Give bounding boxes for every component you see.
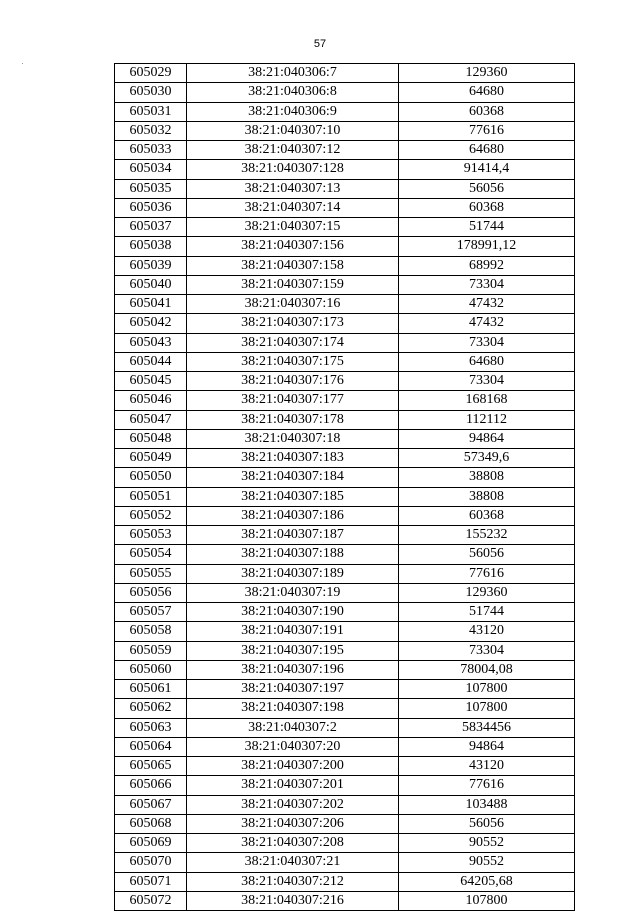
margin-mark <box>22 63 23 64</box>
value-cell: 78004,08 <box>399 660 575 679</box>
table-row <box>115 737 575 756</box>
cadastral-number-cell: 38:21:040307:212 <box>187 872 399 891</box>
table-row <box>115 218 575 237</box>
table-row <box>115 545 575 564</box>
value-cell: 90552 <box>399 853 575 872</box>
row-number-cell: 605029 <box>115 64 187 83</box>
table-row <box>115 564 575 583</box>
table-row <box>115 834 575 853</box>
table-row <box>115 526 575 545</box>
table-row <box>115 603 575 622</box>
row-number-cell: 605058 <box>115 622 187 641</box>
table-row <box>115 622 575 641</box>
cadastral-number-cell: 38:21:040307:196 <box>187 660 399 679</box>
cadastral-number-cell: 38:21:040306:7 <box>187 64 399 83</box>
cadastral-number-cell: 38:21:040307:189 <box>187 564 399 583</box>
table-row <box>115 487 575 506</box>
value-cell: 56056 <box>399 814 575 833</box>
row-number-cell: 605055 <box>115 564 187 583</box>
row-number-cell: 605064 <box>115 737 187 756</box>
table-row <box>115 506 575 525</box>
table-row <box>115 468 575 487</box>
cadastral-number-cell: 38:21:040307:158 <box>187 256 399 275</box>
row-number-cell: 605051 <box>115 487 187 506</box>
value-cell: 94864 <box>399 737 575 756</box>
value-cell: 77616 <box>399 564 575 583</box>
table-row <box>115 102 575 121</box>
value-cell: 56056 <box>399 545 575 564</box>
table-row <box>115 333 575 352</box>
row-number-cell: 605052 <box>115 506 187 525</box>
row-number-cell: 605061 <box>115 680 187 699</box>
row-number-cell: 605036 <box>115 198 187 217</box>
table-row <box>115 814 575 833</box>
value-cell: 107800 <box>399 699 575 718</box>
value-cell: 47432 <box>399 295 575 314</box>
value-cell: 38808 <box>399 487 575 506</box>
table-row <box>115 699 575 718</box>
row-number-cell: 605049 <box>115 449 187 468</box>
value-cell: 155232 <box>399 526 575 545</box>
cadastral-number-cell: 38:21:040307:188 <box>187 545 399 564</box>
row-number-cell: 605068 <box>115 814 187 833</box>
row-number-cell: 605030 <box>115 83 187 102</box>
value-cell: 60368 <box>399 102 575 121</box>
cadastral-number-cell: 38:21:040307:183 <box>187 449 399 468</box>
cadastral-number-cell: 38:21:040307:176 <box>187 372 399 391</box>
cadastral-number-cell: 38:21:040307:177 <box>187 391 399 410</box>
table-row <box>115 583 575 602</box>
cadastral-number-cell: 38:21:040307:128 <box>187 160 399 179</box>
value-cell: 43120 <box>399 622 575 641</box>
value-cell: 77616 <box>399 121 575 140</box>
row-number-cell: 605062 <box>115 699 187 718</box>
row-number-cell: 605045 <box>115 372 187 391</box>
cadastral-number-cell: 38:21:040306:9 <box>187 102 399 121</box>
table-row <box>115 872 575 891</box>
value-cell: 107800 <box>399 891 575 910</box>
value-cell: 64680 <box>399 83 575 102</box>
row-number-cell: 605046 <box>115 391 187 410</box>
value-cell: 103488 <box>399 795 575 814</box>
row-number-cell: 605060 <box>115 660 187 679</box>
row-number-cell: 605031 <box>115 102 187 121</box>
row-number-cell: 605057 <box>115 603 187 622</box>
cadastral-number-cell: 38:21:040307:216 <box>187 891 399 910</box>
cadastral-number-cell: 38:21:040307:18 <box>187 429 399 448</box>
value-cell: 51744 <box>399 603 575 622</box>
table-row <box>115 680 575 699</box>
row-number-cell: 605032 <box>115 121 187 140</box>
cadastral-number-cell: 38:21:040307:173 <box>187 314 399 333</box>
cadastral-number-cell: 38:21:040307:21 <box>187 853 399 872</box>
value-cell: 73304 <box>399 372 575 391</box>
value-cell: 107800 <box>399 680 575 699</box>
value-cell: 91414,4 <box>399 160 575 179</box>
row-number-cell: 605054 <box>115 545 187 564</box>
cadastral-number-cell: 38:21:040307:202 <box>187 795 399 814</box>
row-number-cell: 605071 <box>115 872 187 891</box>
value-cell: 51744 <box>399 218 575 237</box>
cadastral-value-table <box>114 63 575 911</box>
cadastral-number-cell: 38:21:040307:208 <box>187 834 399 853</box>
row-number-cell: 605070 <box>115 853 187 872</box>
table-row <box>115 795 575 814</box>
value-cell: 73304 <box>399 641 575 660</box>
cadastral-number-cell: 38:21:040307:198 <box>187 699 399 718</box>
value-cell: 38808 <box>399 468 575 487</box>
cadastral-number-cell: 38:21:040307:206 <box>187 814 399 833</box>
cadastral-number-cell: 38:21:040307:14 <box>187 198 399 217</box>
table-row <box>115 256 575 275</box>
value-cell: 129360 <box>399 583 575 602</box>
value-cell: 56056 <box>399 179 575 198</box>
value-cell: 64680 <box>399 352 575 371</box>
value-cell: 57349,6 <box>399 449 575 468</box>
table-row <box>115 179 575 198</box>
page-number: 57 <box>313 38 327 50</box>
cadastral-number-cell: 38:21:040307:159 <box>187 275 399 294</box>
table-row <box>115 295 575 314</box>
table-row <box>115 275 575 294</box>
table-row <box>115 121 575 140</box>
row-number-cell: 605034 <box>115 160 187 179</box>
table-row <box>115 757 575 776</box>
cadastral-number-cell: 38:21:040307:10 <box>187 121 399 140</box>
value-cell: 64205,68 <box>399 872 575 891</box>
row-number-cell: 605066 <box>115 776 187 795</box>
table-row <box>115 776 575 795</box>
cadastral-number-cell: 38:21:040307:15 <box>187 218 399 237</box>
cadastral-number-cell: 38:21:040307:175 <box>187 352 399 371</box>
cadastral-number-cell: 38:21:040307:185 <box>187 487 399 506</box>
row-number-cell: 605063 <box>115 718 187 737</box>
cadastral-number-cell: 38:21:040307:200 <box>187 757 399 776</box>
row-number-cell: 605069 <box>115 834 187 853</box>
cadastral-number-cell: 38:21:040307:16 <box>187 295 399 314</box>
row-number-cell: 605050 <box>115 468 187 487</box>
row-number-cell: 605033 <box>115 141 187 160</box>
row-number-cell: 605040 <box>115 275 187 294</box>
value-cell: 112112 <box>399 410 575 429</box>
table-row <box>115 410 575 429</box>
table-row <box>115 449 575 468</box>
row-number-cell: 605072 <box>115 891 187 910</box>
cadastral-number-cell: 38:21:040307:187 <box>187 526 399 545</box>
cadastral-number-cell: 38:21:040307:178 <box>187 410 399 429</box>
value-cell: 77616 <box>399 776 575 795</box>
value-cell: 73304 <box>399 333 575 352</box>
table-row <box>115 83 575 102</box>
cadastral-number-cell: 38:21:040306:8 <box>187 83 399 102</box>
cadastral-number-cell: 38:21:040307:2 <box>187 718 399 737</box>
row-number-cell: 605044 <box>115 352 187 371</box>
value-cell: 60368 <box>399 198 575 217</box>
value-cell: 64680 <box>399 141 575 160</box>
cadastral-number-cell: 38:21:040307:174 <box>187 333 399 352</box>
cadastral-number-cell: 38:21:040307:12 <box>187 141 399 160</box>
row-number-cell: 605047 <box>115 410 187 429</box>
cadastral-number-cell: 38:21:040307:191 <box>187 622 399 641</box>
value-cell: 90552 <box>399 834 575 853</box>
table-row <box>115 352 575 371</box>
value-cell: 60368 <box>399 506 575 525</box>
row-number-cell: 605038 <box>115 237 187 256</box>
row-number-cell: 605065 <box>115 757 187 776</box>
table-row <box>115 314 575 333</box>
value-cell: 178991,12 <box>399 237 575 256</box>
row-number-cell: 605041 <box>115 295 187 314</box>
value-cell: 47432 <box>399 314 575 333</box>
row-number-cell: 605037 <box>115 218 187 237</box>
cadastral-number-cell: 38:21:040307:13 <box>187 179 399 198</box>
value-cell: 94864 <box>399 429 575 448</box>
value-cell: 68992 <box>399 256 575 275</box>
table-row <box>115 641 575 660</box>
row-number-cell: 605042 <box>115 314 187 333</box>
row-number-cell: 605056 <box>115 583 187 602</box>
row-number-cell: 605035 <box>115 179 187 198</box>
table-row <box>115 64 575 83</box>
table-row <box>115 429 575 448</box>
value-cell: 168168 <box>399 391 575 410</box>
table-row <box>115 391 575 410</box>
cadastral-number-cell: 38:21:040307:184 <box>187 468 399 487</box>
row-number-cell: 605067 <box>115 795 187 814</box>
table-row <box>115 141 575 160</box>
table-row <box>115 660 575 679</box>
row-number-cell: 605048 <box>115 429 187 448</box>
row-number-cell: 605053 <box>115 526 187 545</box>
cadastral-number-cell: 38:21:040307:19 <box>187 583 399 602</box>
cadastral-number-cell: 38:21:040307:197 <box>187 680 399 699</box>
table-body <box>115 64 575 911</box>
cadastral-number-cell: 38:21:040307:190 <box>187 603 399 622</box>
cadastral-number-cell: 38:21:040307:20 <box>187 737 399 756</box>
cadastral-number-cell: 38:21:040307:201 <box>187 776 399 795</box>
table-row <box>115 237 575 256</box>
table-row <box>115 372 575 391</box>
table-row <box>115 718 575 737</box>
value-cell: 129360 <box>399 64 575 83</box>
row-number-cell: 605043 <box>115 333 187 352</box>
table-row <box>115 160 575 179</box>
cadastral-number-cell: 38:21:040307:195 <box>187 641 399 660</box>
row-number-cell: 605039 <box>115 256 187 275</box>
table-row <box>115 853 575 872</box>
table-row <box>115 198 575 217</box>
value-cell: 5834456 <box>399 718 575 737</box>
row-number-cell: 605059 <box>115 641 187 660</box>
cadastral-number-cell: 38:21:040307:156 <box>187 237 399 256</box>
value-cell: 73304 <box>399 275 575 294</box>
cadastral-number-cell: 38:21:040307:186 <box>187 506 399 525</box>
value-cell: 43120 <box>399 757 575 776</box>
